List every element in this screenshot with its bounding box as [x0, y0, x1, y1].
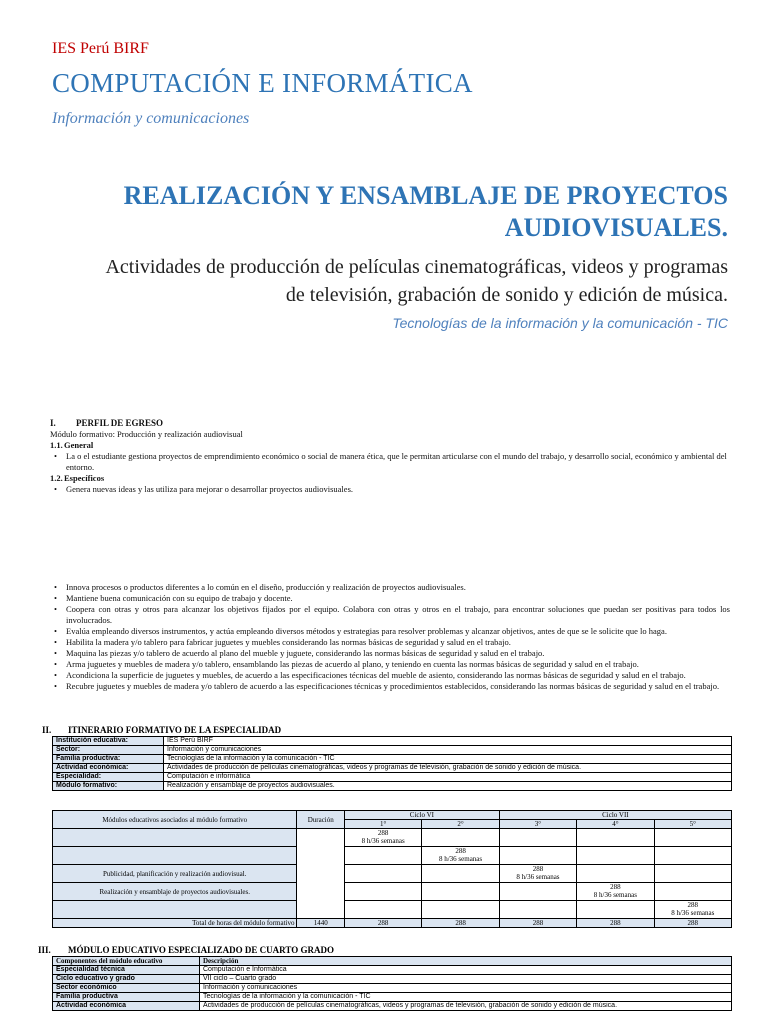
subsection-title: General [64, 440, 94, 450]
row-key: Especialidad: [53, 773, 164, 782]
empty-cell [654, 883, 731, 901]
list-item: • Habilita la madera y/o tablero para fabricar juguetes y muebles considerando las normas básicas de seguridad y salud en el trabajo. [66, 637, 730, 648]
total-hours: 288 [344, 919, 421, 928]
hours-value: 288 [455, 847, 466, 855]
hours-value: 288 [687, 901, 699, 909]
table-row [53, 746, 732, 755]
grade-header: 5° [654, 820, 731, 829]
section-heading [50, 418, 730, 429]
list-item: • Evalúa empleando diversos instrumentos, y actúa empleando diversos métodos y estrategias para resolver problemas y alcanzar objetivos, antes de que se le solicite que lo haga. [66, 626, 730, 637]
module-cell: Realización y ensamblaje de proyectos audiovisuales. [53, 883, 297, 901]
list-item: • La o el estudiante gestiona proyectos de emprendimiento económico o social de manera ética, que le permitan articularse con el mundo del trabajo, y desarrollo social, económico y ambiental del entorno. [66, 451, 730, 473]
table-row [53, 811, 732, 820]
empty-cell [344, 847, 421, 865]
hours-cell [499, 865, 576, 883]
hours-cell [577, 883, 654, 901]
table-row [53, 984, 732, 993]
list-item: • Genera nuevas ideas y las utiliza para mejorar o desarrollar proyectos audiovisuales. [66, 484, 730, 495]
module-cell [53, 901, 297, 919]
col-header-components: Componentes del módulo educativo [53, 957, 200, 966]
total-hours: 288 [422, 919, 499, 928]
grade-header: 2° [422, 820, 499, 829]
graduate-profile-continued [66, 582, 730, 692]
table-row [53, 755, 732, 764]
empty-cell [577, 829, 654, 847]
module-components-table [52, 956, 732, 1011]
empty-cell [344, 865, 421, 883]
weeks-value: 8 h/36 semanas [593, 891, 637, 899]
module-cell: Publicidad, planificación y realización audiovisual. [53, 865, 297, 883]
specific-list-continued [66, 582, 730, 692]
empty-cell [577, 847, 654, 865]
cycle-vi-header: Ciclo VI [344, 811, 499, 820]
weeks-value: 8 h/36 semanas [438, 855, 483, 863]
grade-header: 4° [577, 820, 654, 829]
weeks-value: 8 h/36 semanas [516, 873, 560, 881]
table-row [53, 737, 732, 746]
subsection-title: Específicos [64, 473, 105, 483]
subsection-heading [50, 473, 730, 484]
empty-cell [499, 847, 576, 865]
row-key: Sector: [53, 746, 164, 755]
row-key: Especialidad técnica [53, 966, 200, 975]
hours-value: 288 [377, 829, 389, 837]
hours-cell [344, 829, 421, 847]
row-key: Módulo formativo: [53, 782, 164, 791]
list-item: • Maquina las piezas y/o tablero de acuerdo al plano del mueble y juguete, considerando las normas básicas de seguridad y salud en el trabajo. [66, 648, 730, 659]
list-item: • Recubre juguetes y muebles de madera y/o tablero de acuerdo a las especificaciones técnicas y procedimientos establecidos, considerando las normas básicas de seguridad y salud en el trabajo. [66, 681, 730, 692]
duration-cell [297, 829, 345, 919]
empty-cell [422, 865, 499, 883]
weeks-value: 8 h/36 semanas [671, 909, 715, 917]
hours-value: 288 [532, 865, 544, 873]
total-hours: 288 [499, 919, 576, 928]
row-value: Información y comunicaciones [164, 746, 732, 755]
subsection-number: 1.1. [50, 440, 63, 450]
table-row [53, 773, 732, 782]
empty-cell [577, 865, 654, 883]
empty-cell [499, 883, 576, 901]
table-row [53, 1002, 732, 1011]
productive-family: Tecnologías de la información y la comunicación - TIC [392, 315, 728, 331]
grade-header: 3° [499, 820, 576, 829]
total-duration: 1440 [297, 919, 345, 928]
total-hours: 288 [577, 919, 654, 928]
table-row [53, 993, 732, 1002]
empty-cell [654, 865, 731, 883]
row-key: Actividad económica [53, 1002, 200, 1011]
row-key: Institución educativa: [53, 737, 164, 746]
empty-cell [344, 883, 421, 901]
section-heading [38, 945, 334, 955]
total-hours: 288 [654, 919, 731, 928]
list-item: • Mantiene buena comunicación con su equipo de trabajo y docente. [66, 593, 730, 604]
cycle-vii-header: Ciclo VII [499, 811, 731, 820]
row-key: Actividad económica: [53, 764, 164, 773]
hours-cell [422, 847, 499, 865]
list-item: • Arma juguetes y muebles de madera y/o tablero, ensamblando las piezas de acuerdo al plano, y teniendo en cuenta las normas básicas de seguridad y salud en el trabajo. [66, 659, 730, 670]
table-row [53, 901, 732, 919]
col-header-duration: Duración [297, 811, 345, 829]
table-row [53, 975, 732, 984]
table-row [53, 883, 732, 901]
col-header-description: Descripción [200, 957, 732, 966]
module-cell [53, 829, 297, 847]
weeks-value: 8 h/36 semanas [361, 837, 405, 845]
row-value: Tecnologías de la información y la comunicación - TIC [164, 755, 732, 764]
table-row [53, 847, 732, 865]
empty-cell [422, 829, 499, 847]
empty-cell [422, 883, 499, 901]
col-header-modules: Módulos educativos asociados al módulo formativo [53, 811, 297, 829]
hours-cell [654, 901, 731, 919]
section-title: MÓDULO EDUCATIVO ESPECIALIZADO DE CUARTO GRADO [68, 945, 334, 955]
table-row [53, 966, 732, 975]
row-value: IES Perú BIRF [164, 737, 732, 746]
list-item: • Innova procesos o productos diferentes a lo común en el diseño, producción y realización de proyectos audiovisuales. [66, 582, 730, 593]
row-value: Tecnologías de la información y la comunicación - TIC [200, 993, 732, 1002]
empty-cell [499, 901, 576, 919]
row-key: Familia productiva [53, 993, 200, 1002]
row-value: Actividades de producción de películas cinematográficas, videos y programas de televisión, grabación de sonido y edición de música. [200, 1002, 732, 1011]
hours-value: 288 [610, 883, 621, 891]
grade-header: 1° [344, 820, 421, 829]
module-title: REALIZACIÓN Y ENSAMBLAJE DE PROYECTOS AUDIOVISUALES. [123, 181, 728, 242]
itinerary-grid [52, 810, 732, 928]
empty-cell [577, 901, 654, 919]
row-value: Computación e Informática [200, 966, 732, 975]
list-item: • Coopera con otras y otros para alcanzar los objetivos fijados por el equipo. Colabora con otras y otros en el trabajo, para encontrar soluciones que puedan ser positivas para todos los involucrados. [66, 604, 730, 626]
table-header-row [53, 957, 732, 966]
row-value: VII ciclo – Cuarto grado [200, 975, 732, 984]
section-title: ITINERARIO FORMATIVO DE LA ESPECIALIDAD [68, 725, 282, 735]
row-value: Información y comunicaciones [200, 984, 732, 993]
section-title: PERFIL DE EGRESO [76, 418, 164, 428]
section-number: III. [38, 945, 51, 955]
institution-name: IES Perú BIRF [52, 40, 149, 57]
row-value: Realización y ensamblaje de proyectos audiovisuales. [164, 782, 732, 791]
table-row [53, 782, 732, 791]
table-row [53, 829, 732, 847]
row-key: Ciclo educativo y grado [53, 975, 200, 984]
specific-list [50, 484, 730, 495]
section-heading [42, 725, 281, 735]
graduate-profile-section [50, 418, 730, 495]
economic-activity: Actividades de producción de películas cinematográficas, videos y programas de televisión, grabación de sonido y edición de música. [105, 256, 728, 306]
empty-cell [344, 901, 421, 919]
career-family: Información y comunicaciones [52, 110, 250, 127]
subsection-number: 1.2. [50, 473, 63, 483]
general-list [50, 451, 730, 473]
empty-cell [654, 829, 731, 847]
row-key: Familia productiva: [53, 755, 164, 764]
empty-cell [422, 901, 499, 919]
module-cell [53, 847, 297, 865]
table-row [53, 865, 732, 883]
career-title: COMPUTACIÓN E INFORMÁTICA [52, 68, 473, 98]
row-value: Computación e informática [164, 773, 732, 782]
subsection-heading [50, 440, 730, 451]
empty-cell [499, 829, 576, 847]
specialty-info-table [52, 736, 732, 791]
table-row [53, 764, 732, 773]
total-label: Total de horas del módulo formativo [53, 919, 297, 928]
module-line: Módulo formativo: Producción y realización audiovisual [50, 429, 243, 439]
table-row [53, 919, 732, 928]
list-item: • Acondiciona la superficie de juguetes y muebles, de acuerdo a las especificaciones técnicas del mueble de asiento, considerando las normas básicas de seguridad y salud en el trabajo. [66, 670, 730, 681]
section-number: II. [42, 725, 52, 735]
section-number: I. [50, 418, 56, 428]
empty-cell [654, 847, 731, 865]
row-value: Actividades de producción de películas cinematográficas, videos y programas de televisión, grabación de sonido y edición de música. [164, 764, 732, 773]
row-key: Sector económico [53, 984, 200, 993]
